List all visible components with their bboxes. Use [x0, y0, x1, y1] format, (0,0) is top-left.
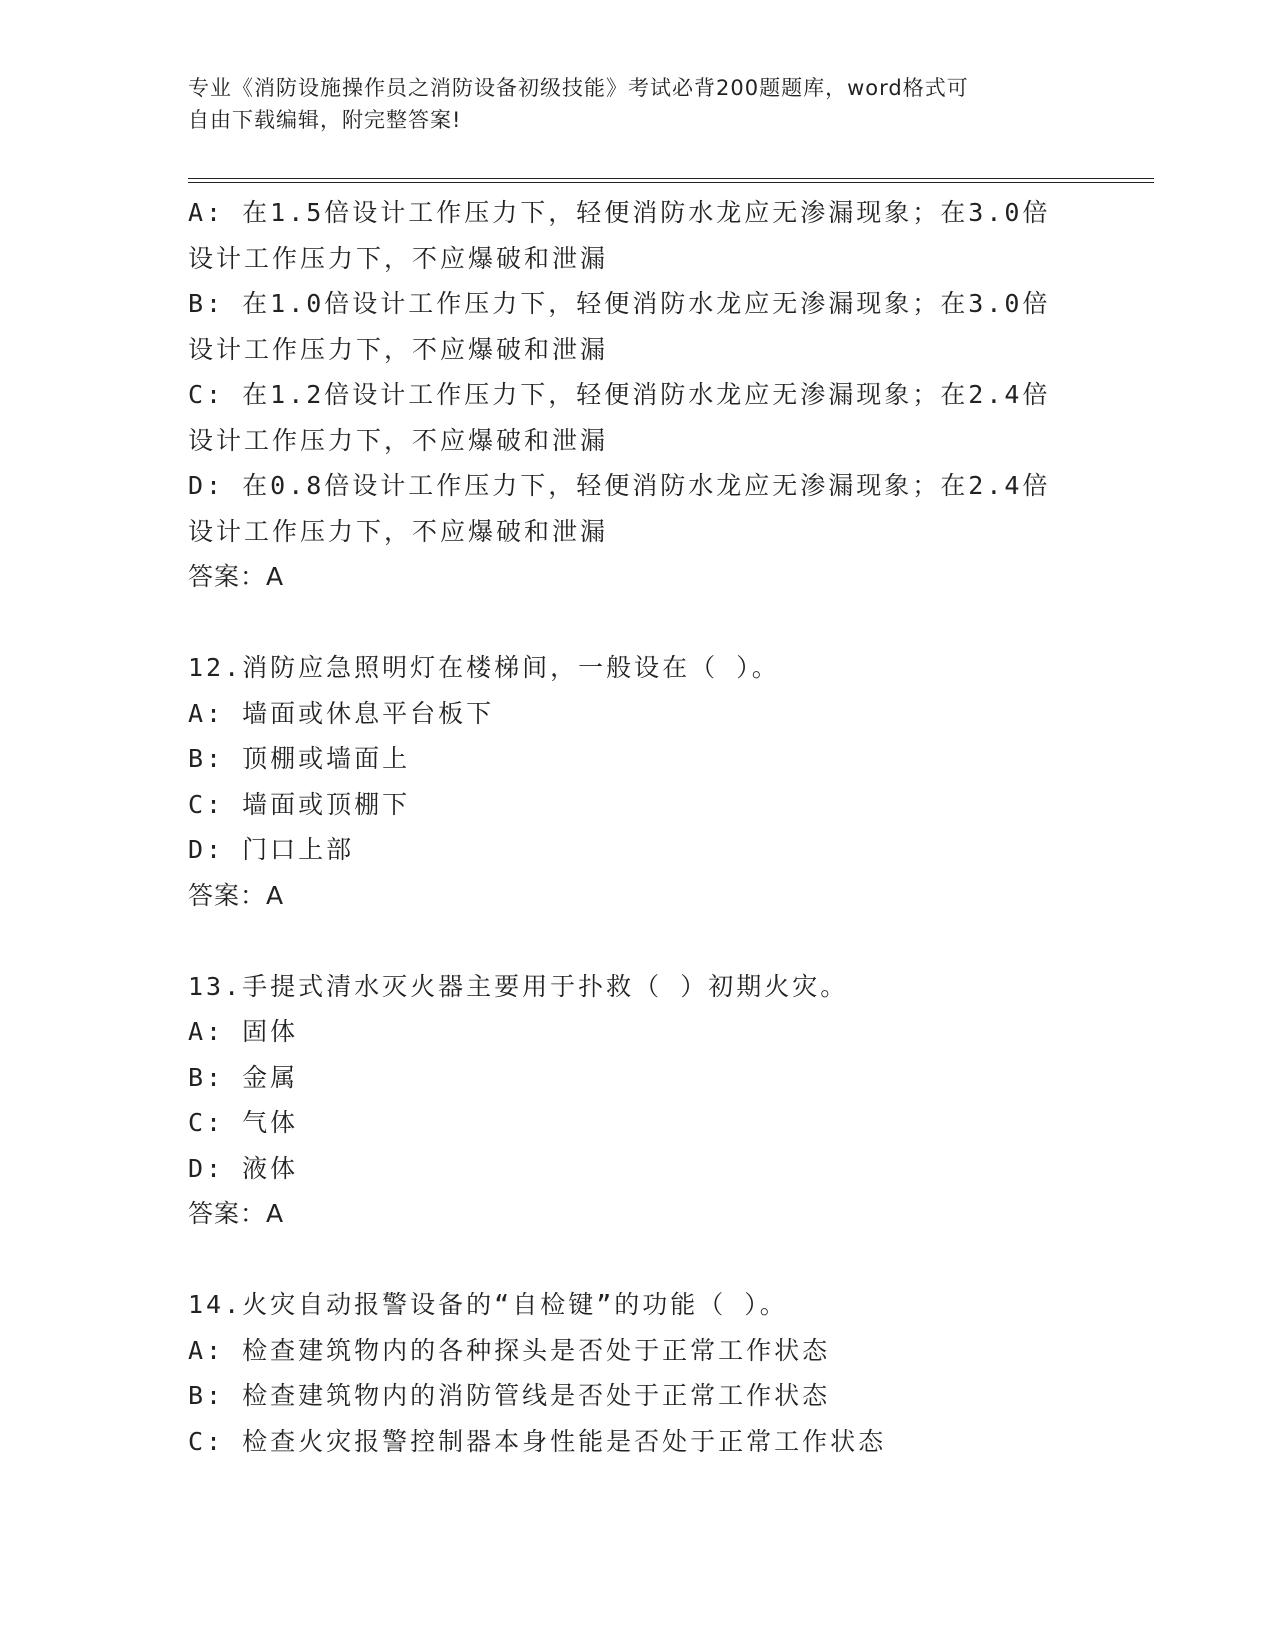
- q13-option-c: C: 气体: [188, 1108, 299, 1137]
- q13-option-a: A: 固体: [188, 1017, 299, 1046]
- q12-question-text: 12.消防应急照明灯在楼梯间，一般设在（ ）。: [188, 653, 780, 682]
- q12-answer: 答案：A: [188, 880, 285, 910]
- q13-question-text: 13.手提式清水灭火器主要用于扑救（ ）初期火灾。: [188, 971, 849, 1001]
- spacer: [188, 600, 1068, 646]
- question-12: [188, 645, 1068, 918]
- q12-option-d: D: 门口上部: [188, 835, 355, 864]
- document-header: [188, 72, 1068, 136]
- q11-option-b: [188, 281, 1068, 372]
- option-line: C: 在1.2倍设计工作压力下，轻便消防水龙应无渗漏现象；在2.4倍: [188, 380, 1051, 409]
- spacer: [188, 918, 1068, 964]
- q14-option-b: B: 检查建筑物内的消防管线是否处于正常工作状态: [188, 1381, 831, 1410]
- option-line: A: 在1.5倍设计工作压力下，轻便消防水龙应无渗漏现象；在3.0倍: [188, 198, 1051, 227]
- q12-option-b: B: 顶棚或墙面上: [188, 744, 411, 773]
- q12-option-c: C: 墙面或顶棚下: [188, 789, 411, 819]
- spacer: [188, 1237, 1068, 1283]
- q11-option-a: [188, 190, 1068, 281]
- q14-question-text: 14.火灾自动报警设备的“自检键”的功能（ ）。: [188, 1290, 788, 1319]
- option-line: 设计工作压力下，不应爆破和泄漏: [188, 334, 609, 364]
- question-13: [188, 964, 1068, 1237]
- question-14: [188, 1282, 1068, 1464]
- q13-answer: 答案：A: [188, 1199, 285, 1228]
- header-line-1: 专业《消防设施操作员之消防设备初级技能》考试必背200题题库，word格式可: [188, 76, 969, 100]
- option-line: 设计工作压力下，不应爆破和泄漏: [188, 425, 609, 455]
- q13-option-b: B: 金属: [188, 1062, 299, 1092]
- q11-option-d: [188, 463, 1068, 554]
- q12-option-a: A: 墙面或休息平台板下: [188, 698, 495, 728]
- question-11: [188, 190, 1068, 600]
- q14-option-a: A: 检查建筑物内的各种探头是否处于正常工作状态: [188, 1335, 831, 1365]
- header-divider: [188, 178, 1154, 183]
- option-line: 设计工作压力下，不应爆破和泄漏: [188, 243, 609, 273]
- option-line: B: 在1.0倍设计工作压力下，轻便消防水龙应无渗漏现象；在3.0倍: [188, 289, 1051, 318]
- q11-option-c: [188, 372, 1068, 463]
- header-line-2: 自由下载编辑，附完整答案!: [188, 108, 462, 132]
- question-content: [188, 190, 1068, 1464]
- option-line: D: 在0.8倍设计工作压力下，轻便消防水龙应无渗漏现象；在2.4倍: [188, 471, 1051, 500]
- q11-answer: 答案：A: [188, 562, 285, 591]
- q13-option-d: D: 液体: [188, 1153, 299, 1183]
- q14-option-c: C: 检查火灾报警控制器本身性能是否处于正常工作状态: [188, 1426, 887, 1456]
- option-line: 设计工作压力下，不应爆破和泄漏: [188, 516, 609, 546]
